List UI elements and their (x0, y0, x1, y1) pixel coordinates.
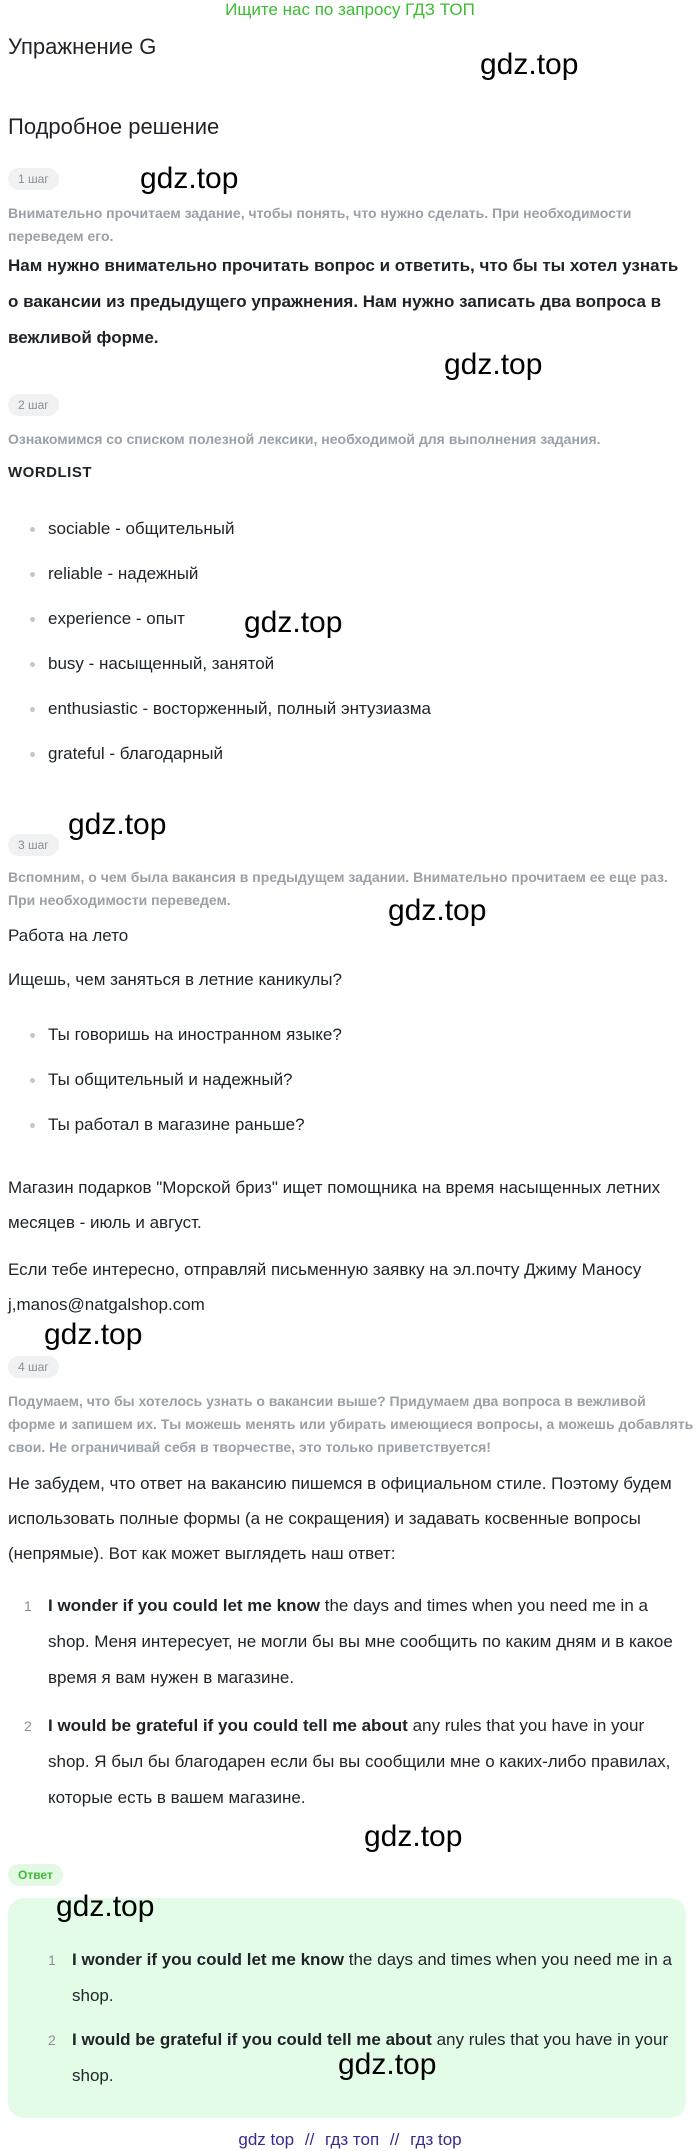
step-1-badge-wrap (8, 168, 59, 190)
exercise-title: Упражнение G (8, 34, 157, 59)
watermark: gdz.top (480, 48, 579, 81)
list-item: Ты общительный и надежный? (30, 1065, 670, 1110)
item-number: 2 (24, 1718, 32, 1734)
search-banner: Ищите нас по запросу ГДЗ ТОП (225, 0, 475, 19)
vacancy-question: Ищешь, чем заняться в летние каникулы? (8, 970, 342, 989)
item-text: any rules that you have in your shop. Я был бы благодарен если бы вы сообщили мне о каких-либо правилах, которые есть в вашем магазине. (48, 1716, 671, 1807)
item-bold: I would be grateful if you could tell me about (72, 2030, 432, 2049)
list-item: reliable - надежный (30, 559, 670, 604)
step-4-intro: Не забудем, что ответ на вакансию пишемся в официальном стиле. Поэтому будем использовать полные формы (а не сокращения) и задавать косвенные вопросы (непрямые). Вот как может выглядеть наш ответ: (8, 1474, 672, 1563)
vacancy-para-2: Если тебе интересно, отправляй письменную заявку на эл.почту Джиму Маносу j,manos@natgalshop.com (8, 1260, 642, 1314)
watermark: gdz.top (56, 1890, 155, 1923)
step-4-badge-wrap (8, 1356, 59, 1378)
step-2-badge: 2 шаг (8, 394, 59, 416)
wordlist-title: WORDLIST (8, 464, 92, 481)
list-item: Ты работал в магазине раньше? (30, 1110, 670, 1155)
list-item (32, 1942, 672, 2014)
watermark: gdz.top (388, 894, 487, 927)
watermark: gdz.top (44, 1318, 143, 1351)
step-4-hint: Подумаем, что бы хотелось узнать о вакансии выше? Придумаем два вопроса в вежливой форме и запишем их. Ты можешь менять или убирать имеющиеся вопросы, а можешь добавлять свои. Не ограничивай себя в творчестве, это только приветствуется! (8, 1393, 694, 1455)
section-title: Подробное решение (8, 114, 220, 139)
vacancy-heading: Работа на лето (8, 926, 129, 945)
step-4-badge: 4 шаг (8, 1356, 59, 1378)
watermark: gdz.top (68, 808, 167, 841)
step-3-hint: Вспомним, о чем была вакансия в предыдущем задании. Внимательно прочитаем ее еще раз. При необходимости переведем. (8, 869, 668, 908)
step-3-badge: 3 шаг (8, 834, 59, 856)
footer-link-gdz-top-ru[interactable]: гдз топ (325, 2130, 380, 2149)
solution-list (8, 1588, 688, 1816)
step-1-text: Нам нужно внимательно прочитать вопрос и ответить, что бы ты хотел узнать о вакансии из предыдущего упражнения. Нам нужно записать два вопроса в вежливой форме. (8, 256, 679, 347)
watermark: gdz.top (444, 348, 543, 381)
list-item: Ты говоришь на иностранном языке? (30, 1020, 670, 1065)
item-number: 1 (24, 1598, 32, 1614)
watermark: gdz.top (338, 2048, 437, 2081)
item-bold: I wonder if you could let me know (72, 1950, 345, 1969)
list-item: busy - насыщенный, занятой (30, 649, 670, 694)
list-item (8, 1708, 688, 1816)
step-2-badge-wrap (8, 394, 59, 416)
step-3-badge-wrap (8, 834, 59, 856)
footer-links (0, 2130, 700, 2150)
watermark: gdz.top (244, 606, 343, 639)
watermark: gdz.top (140, 162, 239, 195)
footer-separator: // (304, 2130, 315, 2149)
item-bold: I wonder if you could let me know (48, 1596, 321, 1615)
footer-separator: // (389, 2130, 400, 2149)
footer-link-gdz-top-mixed[interactable]: гдз top (410, 2130, 462, 2149)
item-bold: I would be grateful if you could tell me about (48, 1716, 408, 1735)
footer-link-gdz-top[interactable]: gdz top (238, 2130, 295, 2149)
list-item: experience - опыт (30, 604, 670, 649)
list-item: sociable - общительный (30, 514, 670, 559)
item-text: any rules that you have in your shop. (72, 2030, 669, 2085)
step-1-hint: Внимательно прочитаем задание, чтобы понять, что нужно сделать. При необходимости переведем его. (8, 205, 632, 244)
list-item: enthusiastic - восторженный, полный энтузиазма (30, 694, 670, 739)
list-item (8, 1588, 688, 1696)
item-number: 2 (48, 2032, 56, 2048)
step-1-badge: 1 шаг (8, 168, 59, 190)
vacancy-para-1: Магазин подарков "Морской бриз" ищет помощника на время насыщенных летних месяцев - июль и август. (8, 1178, 661, 1232)
item-text: the days and times when you need me in a shop. Меня интересует, не могли бы вы мне сообщить по каким дням и в какое время я вам нужен в магазине. (48, 1596, 673, 1687)
answer-badge: Ответ (8, 1864, 63, 1886)
vacancy-bullets (30, 1020, 670, 1155)
watermark: gdz.top (364, 1820, 463, 1853)
step-2-hint: Ознакомимся со списком полезной лексики, необходимой для выполнения задания. (8, 431, 601, 447)
item-number: 1 (48, 1952, 56, 1968)
list-item: grateful - благодарный (30, 739, 670, 784)
wordlist (30, 514, 670, 784)
item-text: the days and times when you need me in a shop. (72, 1950, 672, 2005)
